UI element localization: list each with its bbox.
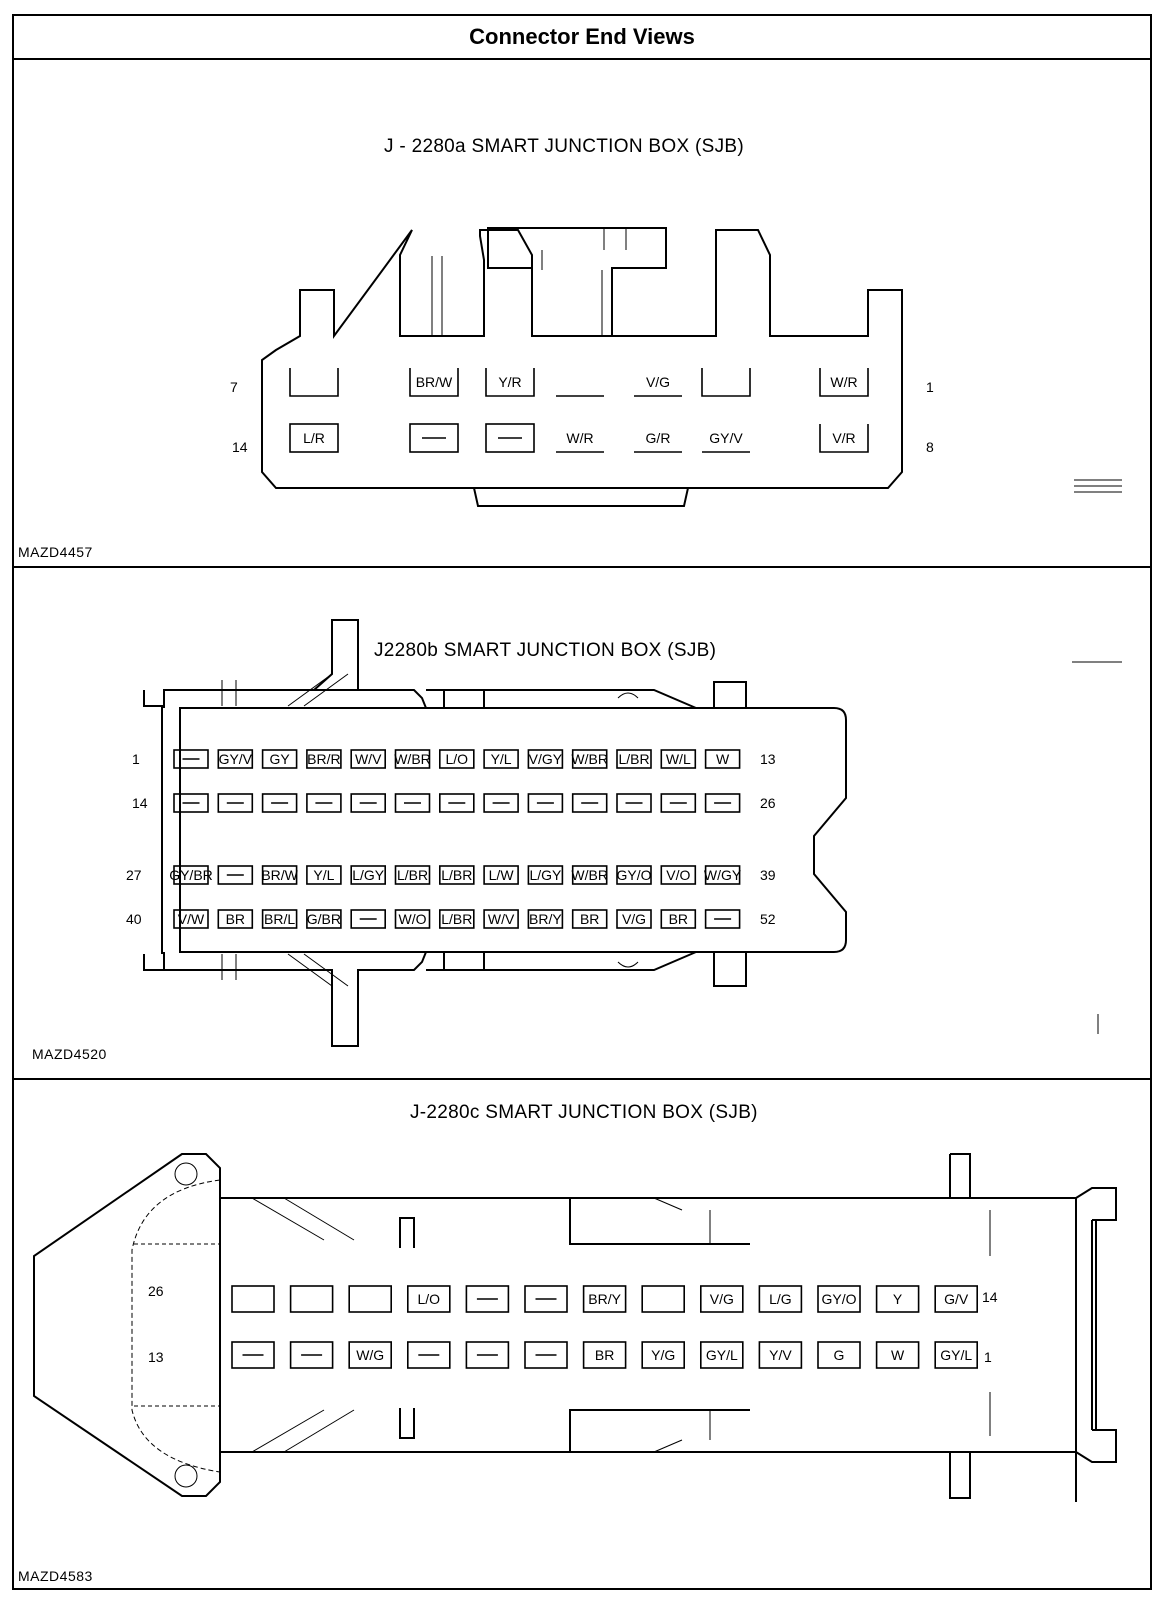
pin-label: Y/V — [769, 1347, 792, 1363]
pin-cell-b — [661, 910, 695, 928]
pin-cell-a-top — [702, 368, 750, 396]
pin-cell-a-top — [290, 368, 338, 396]
pin-cell-b — [573, 910, 607, 928]
pin-cell-b — [307, 750, 341, 768]
pin-cell-c-top — [877, 1286, 919, 1312]
pin-label: GY/L — [940, 1347, 973, 1363]
pin-cell-c-bottom — [935, 1342, 977, 1368]
pin-label: GY/L — [705, 1347, 738, 1363]
pin-cell-b — [261, 866, 298, 884]
row-label-b-left: 40 — [126, 911, 142, 927]
page-title: Connector End Views — [14, 16, 1150, 60]
pin-label: GY/V — [709, 430, 743, 446]
pin-cell-b — [351, 794, 385, 812]
pin-cell-c-bottom — [408, 1342, 450, 1368]
pin-cell-b — [528, 910, 562, 928]
pin-label: W/GY — [703, 867, 742, 883]
pin-label: V/G — [709, 1291, 734, 1307]
row-label-a-bottom-left: 14 — [232, 439, 248, 455]
pin-cell-b — [263, 794, 297, 812]
pin-cell-b — [616, 866, 651, 884]
pin-cell-c-top — [701, 1286, 743, 1312]
pin-label: L/BR — [618, 751, 650, 767]
pin-cell-a-top — [410, 368, 458, 396]
pin-cell-a-bottom — [702, 430, 750, 452]
pin-cell-b — [307, 794, 341, 812]
pin-label: Y — [892, 1291, 903, 1307]
pin-label: GY — [269, 751, 290, 767]
pin-label: BR/W — [415, 374, 453, 390]
pin-label: L/BR — [441, 867, 473, 883]
pin-label: W/R — [566, 430, 594, 446]
pin-cell-b — [661, 866, 695, 884]
pin-cell-b — [307, 866, 341, 884]
pin-cell-c-top — [935, 1286, 977, 1312]
pin-cell-b — [351, 750, 385, 768]
pin-label: GY/O — [821, 1291, 857, 1307]
pin-cell-c-bottom — [349, 1342, 391, 1368]
pin-label: Y/G — [651, 1347, 676, 1363]
pin-cell-b — [706, 794, 740, 812]
pin-cell-c-bottom — [759, 1342, 801, 1368]
pin-label: BR/L — [264, 911, 296, 927]
pin-label: Y/R — [498, 374, 522, 390]
pin-cell-b — [440, 794, 474, 812]
row-label-c-top-left: 26 — [148, 1283, 164, 1299]
pin-cell-b — [484, 866, 518, 884]
pin-label: G/BR — [306, 911, 342, 927]
pin-label: — — [449, 795, 464, 811]
pin-cell-b — [440, 866, 474, 884]
pin-cell-a-bottom — [410, 424, 458, 452]
pin-cell-b — [174, 910, 208, 928]
pin-cell-b — [169, 866, 213, 884]
pin-cell-c-bottom — [291, 1342, 333, 1368]
pin-cell-b — [661, 794, 695, 812]
pin-label: L/W — [488, 867, 514, 883]
pin-cell-b — [484, 750, 518, 768]
pin-label: V/O — [666, 867, 691, 883]
pin-cell-b — [484, 910, 518, 928]
pin-cell-c-top — [466, 1286, 508, 1312]
pin-label: — — [480, 1291, 495, 1307]
pin-cell-c-bottom — [525, 1342, 567, 1368]
pin-cell-b — [351, 910, 385, 928]
pin-label: — — [427, 430, 441, 446]
pin-label: — — [715, 795, 730, 811]
pin-label: — — [304, 1347, 319, 1363]
pin-cell-c-bottom — [701, 1342, 743, 1368]
pin-cell-b — [218, 866, 252, 884]
pin-label: L/BR — [441, 911, 473, 927]
pin-label: BR — [594, 1347, 615, 1363]
pin-cell-a-top — [634, 374, 682, 396]
pin-cell-c-top — [584, 1286, 626, 1312]
connector-b-code: MAZD4520 — [32, 1046, 107, 1062]
pin-label: L/R — [303, 430, 325, 446]
pin-label: — — [361, 795, 376, 811]
row-label-b-left: 1 — [132, 751, 140, 767]
pin-label: W/BR — [571, 751, 608, 767]
pin-label: W/O — [398, 911, 427, 927]
pin-label: V/G — [645, 374, 671, 390]
pin-label: W/R — [830, 374, 858, 390]
pin-cell-b — [706, 750, 740, 768]
pin-cell-b — [307, 910, 341, 928]
pin-label: W/BR — [571, 867, 608, 883]
pin-cell-b — [440, 910, 474, 928]
connector-panel-c — [14, 1080, 1150, 1590]
connector-b-title: J2280b SMART JUNCTION BOX (SJB) — [374, 640, 717, 661]
pin-label: BR — [225, 911, 246, 927]
pin-cell-c-top — [291, 1286, 333, 1312]
pin-label: W/G — [356, 1347, 385, 1363]
pin-cell-b — [218, 910, 252, 928]
pin-label: — — [184, 751, 198, 767]
pin-cell-b — [617, 794, 651, 812]
pin-cell-b — [484, 794, 518, 812]
row-label-a-bottom-right: 8 — [926, 439, 934, 455]
pin-cell-b — [573, 794, 607, 812]
connector-c-drawing — [14, 1080, 1154, 1590]
pin-label: — — [272, 795, 287, 811]
pin-label: — — [503, 430, 517, 446]
pin-cell-b — [440, 750, 474, 768]
pin-label: G/V — [944, 1291, 969, 1307]
pin-label: W/BR — [394, 751, 431, 767]
pin-label: BR/R — [307, 751, 341, 767]
pin-cell-c-top — [525, 1286, 567, 1312]
pin-label: W — [890, 1347, 905, 1363]
pin-cell-a-top — [486, 368, 534, 396]
pin-cell-b — [571, 866, 608, 884]
pin-label: — — [539, 1347, 553, 1363]
row-label-b-right: 13 — [760, 751, 776, 767]
pin-label: — — [671, 795, 686, 811]
pin-label: W/V — [354, 751, 382, 767]
connector-c-title: J-2280c SMART JUNCTION BOX (SJB) — [410, 1102, 758, 1123]
pin-cell-c-top — [759, 1286, 801, 1312]
connector-c-code: MAZD4583 — [18, 1568, 93, 1584]
pin-cell-b — [218, 794, 252, 812]
pin-label: BR/Y — [588, 1291, 621, 1307]
pin-cell-a-bottom — [634, 430, 682, 452]
pin-label: W — [715, 751, 730, 767]
pin-cell-c-top — [642, 1286, 684, 1312]
row-label-b-right: 52 — [760, 911, 776, 927]
pin-label: BR/Y — [529, 911, 562, 927]
pin-label: — — [405, 795, 420, 811]
pin-cell-c-bottom — [818, 1342, 860, 1368]
pin-label: — — [246, 1347, 260, 1363]
pin-cell-b — [263, 750, 297, 768]
pin-label: L/GY — [529, 867, 562, 883]
pin-label: V/R — [832, 430, 856, 446]
pin-label: W/V — [487, 911, 515, 927]
pin-label: — — [184, 795, 198, 811]
pin-cell-b — [396, 866, 430, 884]
pin-cell-b — [528, 794, 562, 812]
pin-cell-a-bottom — [486, 424, 534, 452]
pin-cell-b — [263, 910, 297, 928]
pin-cell-b — [396, 910, 430, 928]
pin-cell-b — [218, 750, 252, 768]
pin-label: — — [480, 1347, 495, 1363]
pin-cell-b — [394, 750, 431, 768]
pin-cell-b — [706, 910, 740, 928]
pin-label: BR/W — [261, 867, 298, 883]
pin-cell-b — [704, 866, 742, 884]
diagram-frame — [12, 14, 1152, 1590]
pin-label: Y/L — [313, 867, 335, 883]
row-label-c-top-right: 14 — [982, 1289, 998, 1305]
connector-panel-a — [14, 60, 1150, 568]
row-label-c-bottom-left: 13 — [148, 1349, 164, 1365]
connector-a-code: MAZD4457 — [18, 544, 93, 560]
pin-label: — — [421, 1347, 436, 1363]
pin-cell-b — [617, 750, 651, 768]
pin-label: L/O — [417, 1291, 441, 1307]
pin-label: L/GY — [352, 867, 385, 883]
pin-label: V/G — [621, 911, 647, 927]
pin-label: GY/O — [616, 867, 652, 883]
pin-cell-c-bottom — [642, 1342, 684, 1368]
connector-a-title: J - 2280a SMART JUNCTION BOX (SJB) — [384, 136, 745, 157]
pin-cell-a-bottom — [820, 424, 868, 452]
pin-cell-a-top — [820, 368, 868, 396]
pin-label: — — [538, 795, 553, 811]
connector-b-drawing — [14, 568, 1154, 1080]
pin-cell-b — [528, 866, 562, 884]
pin-cell-b — [396, 794, 430, 812]
pin-label: BR — [579, 911, 600, 927]
pin-cell-c-bottom — [232, 1342, 274, 1368]
pin-label: — — [316, 795, 331, 811]
pin-cell-c-top — [232, 1286, 274, 1312]
pin-cell-c-bottom — [877, 1342, 919, 1368]
row-label-b-left: 27 — [126, 867, 142, 883]
pin-cell-c-top — [818, 1286, 860, 1312]
pin-label: G — [833, 1347, 845, 1363]
pin-label: — — [539, 1291, 553, 1307]
pin-cell-b — [528, 750, 562, 768]
pin-label: — — [627, 795, 641, 811]
pin-cell-c-bottom — [584, 1342, 626, 1368]
pin-label: V/GY — [528, 751, 563, 767]
pin-cell-c-bottom — [466, 1342, 508, 1368]
pin-cell-b — [617, 910, 651, 928]
connector-a-drawing — [14, 60, 1154, 568]
pin-label: V/W — [177, 911, 205, 927]
row-label-b-right: 26 — [760, 795, 776, 811]
row-label-a-top-left: 7 — [230, 379, 238, 395]
pin-cell-b — [661, 750, 695, 768]
pin-label: Y/L — [490, 751, 512, 767]
row-label-c-bottom-right: 1 — [984, 1349, 992, 1365]
pin-label: — — [361, 911, 376, 927]
pin-label: GY/V — [218, 751, 253, 767]
connector-panel-b — [14, 568, 1150, 1080]
row-label-b-right: 39 — [760, 867, 776, 883]
pin-label: W/L — [665, 751, 691, 767]
row-label-a-top-right: 1 — [926, 379, 934, 395]
pin-label: L/G — [769, 1291, 792, 1307]
pin-label: — — [228, 795, 243, 811]
pin-label: GY/BR — [169, 867, 213, 883]
pin-cell-a-bottom — [290, 424, 338, 452]
pin-label: L/BR — [396, 867, 429, 883]
pin-label: L/O — [445, 751, 469, 767]
row-label-b-left: 14 — [132, 795, 148, 811]
pin-label: G/R — [645, 430, 671, 446]
pin-cell-c-top — [408, 1286, 450, 1312]
pin-cell-b — [571, 750, 608, 768]
pin-label: — — [582, 795, 597, 811]
pin-cell-a-bottom — [556, 430, 604, 452]
pin-cell-b — [351, 866, 385, 884]
pin-label: — — [715, 911, 730, 927]
pin-label: — — [228, 867, 243, 883]
pin-label: — — [494, 795, 509, 811]
pin-cell-c-top — [349, 1286, 391, 1312]
pin-label: BR — [668, 911, 689, 927]
